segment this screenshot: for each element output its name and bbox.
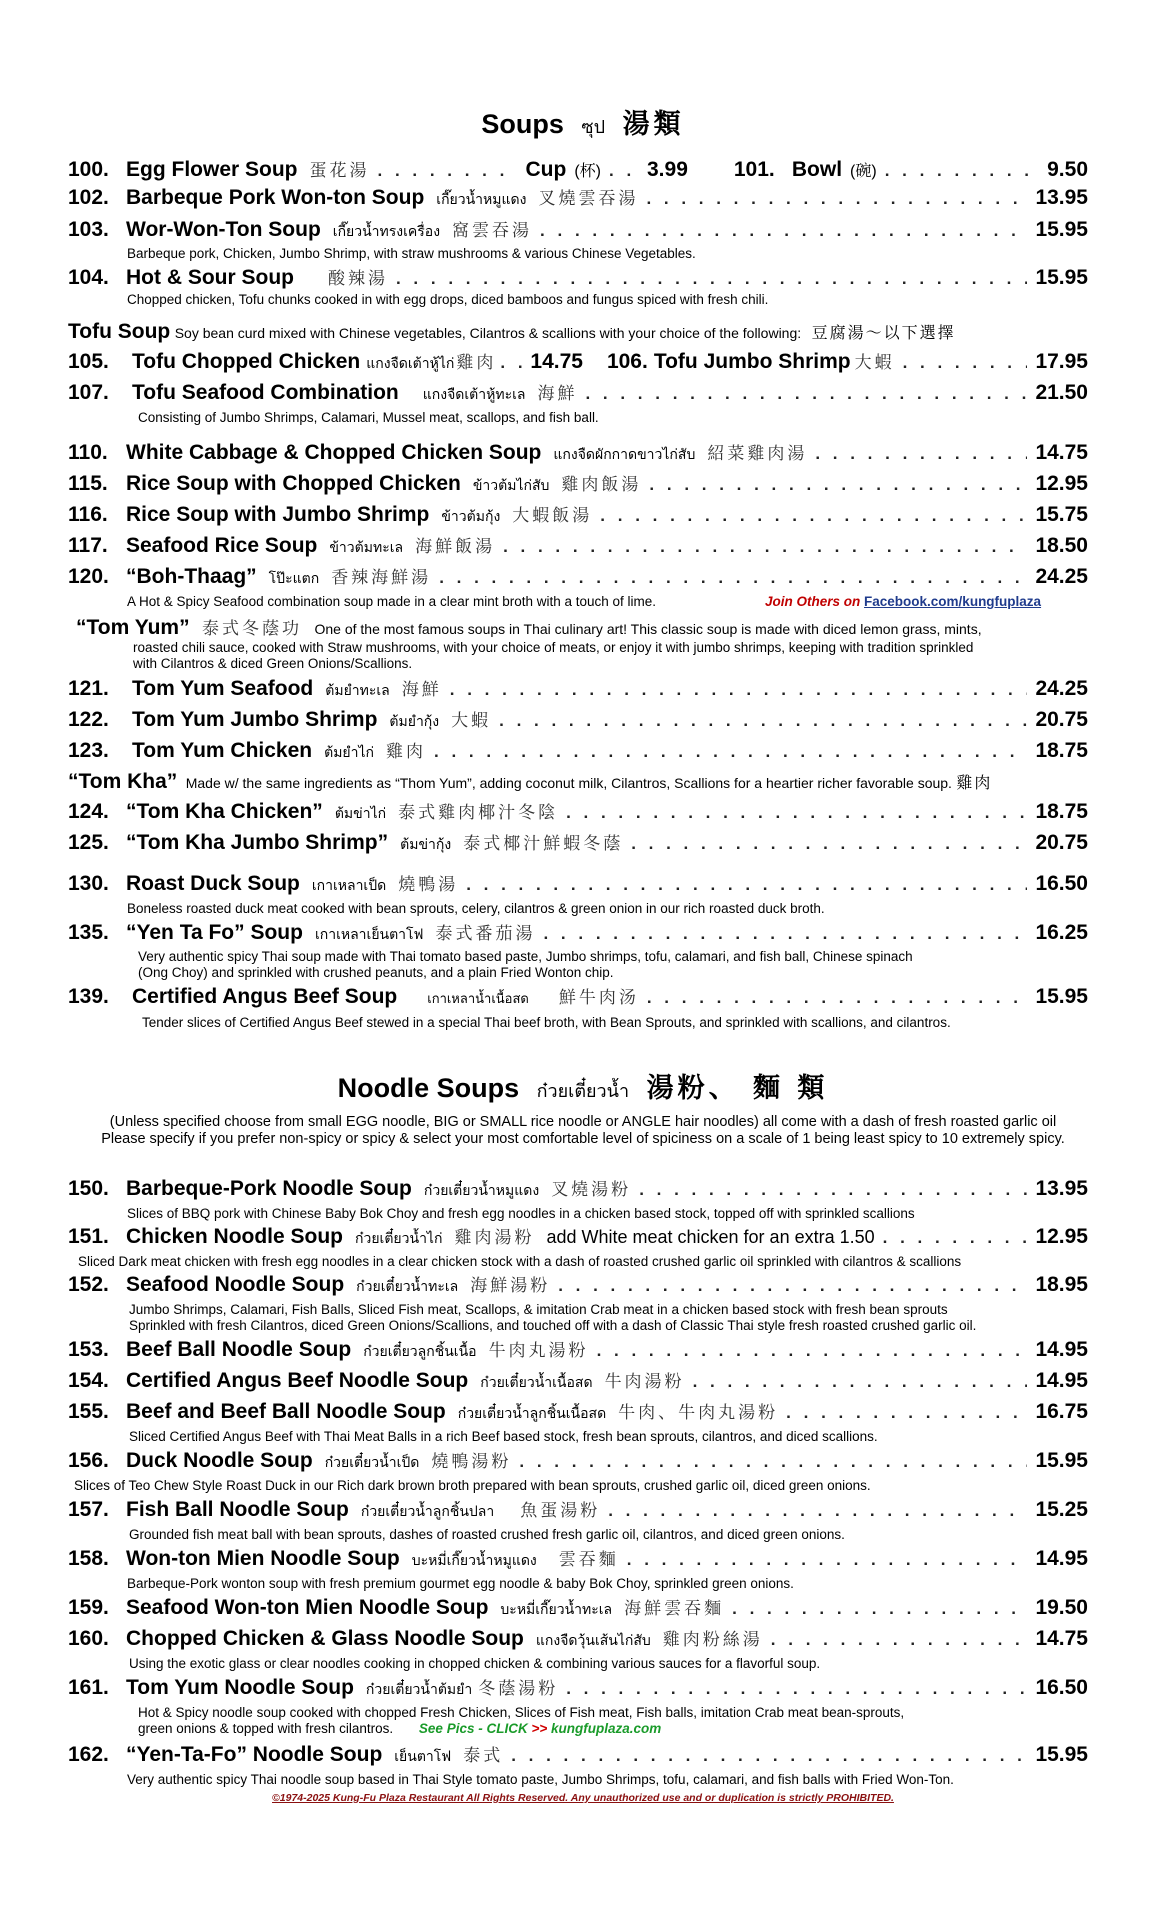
leader-dots bbox=[597, 1341, 1028, 1361]
item-description: Tender slices of Certified Angus Beef stewed in a special Thai beef broth, with Bean Sprouts, and sprinkled with scallions, and cilantros. bbox=[142, 1015, 951, 1030]
item-price: 18.75 bbox=[1035, 800, 1088, 823]
item-name: Tom Yum Seafood bbox=[132, 677, 314, 700]
item-price: 15.95 bbox=[1035, 1449, 1088, 1472]
item-name: Barbeque Pork Won-ton Soup bbox=[126, 186, 425, 209]
item-price: 15.95 bbox=[1035, 1743, 1088, 1766]
item-description: Barbeque-Pork wonton soup with fresh premium gourmet egg noodle & baby Bok Choy, sprinkled green onions. bbox=[127, 1576, 794, 1591]
item-number: 130. bbox=[68, 872, 109, 895]
item-thai: ก๋วยเตี๋ยวน้ำเป็ด bbox=[324, 1454, 420, 1470]
item-thai: ข้าวต้มกุ้ง bbox=[441, 508, 501, 524]
item-thai: แกงจืดวุ้นเส้นไก่สับ bbox=[535, 1632, 651, 1648]
menu-item-107 bbox=[68, 379, 1088, 407]
item-thai: ต้มข่ากุ้ง bbox=[400, 836, 452, 852]
item-number: 116. bbox=[68, 503, 108, 526]
bowl-price: 9.50 bbox=[1047, 158, 1088, 181]
leader-dots bbox=[693, 1372, 1028, 1392]
menu-item-162 bbox=[68, 1741, 1088, 1769]
item-number: 157. bbox=[68, 1498, 109, 1521]
item-description-line2 bbox=[138, 1721, 661, 1737]
item-price: 21.50 bbox=[1035, 381, 1088, 404]
leader-dots bbox=[786, 1403, 1027, 1423]
tom-kha-header bbox=[68, 770, 992, 794]
item-cjk: 窩雲吞湯 bbox=[452, 221, 533, 241]
leader-dots bbox=[883, 1228, 1028, 1248]
leader-dots bbox=[466, 875, 1027, 895]
menu-item-104 bbox=[68, 264, 1088, 292]
menu-item-157 bbox=[68, 1496, 1088, 1524]
facebook-promo bbox=[765, 594, 1041, 609]
item-description: Barbeque pork, Chicken, Jumbo Shrimp, with straw mushrooms & various Chinese Vegetables. bbox=[127, 246, 696, 261]
leader-dots bbox=[450, 680, 1028, 700]
facebook-link[interactable]: Facebook.com/kungfuplaza bbox=[864, 594, 1042, 609]
item-description: Boneless roasted duck meat cooked with bean sprouts, celery, cilantros & green onion in our rich roasted duck broth. bbox=[127, 901, 825, 916]
tom-kha-desc: Made w/ the same ingredients as “Thom Yum”, adding coconut milk, Cilantros, Scallions for a heartier richer favorable soup. bbox=[185, 775, 952, 791]
menu-item-139 bbox=[68, 983, 1088, 1011]
item-number: 160. bbox=[68, 1627, 109, 1650]
item-cjk: 雞肉飯湯 bbox=[561, 475, 642, 495]
menu-item-103 bbox=[68, 216, 1088, 244]
item-number: 107. bbox=[68, 381, 109, 404]
item-price: 19.50 bbox=[1035, 1596, 1088, 1619]
menu-item-150 bbox=[68, 1175, 1088, 1203]
item-description: Jumbo Shrimps, Calamari, Fish Balls, Sliced Fish meat, Scallops, & imitation Crab meat in a chicken based stock with fresh bean sprouts bbox=[129, 1302, 948, 1317]
item-thai: ต้มข่าไก่ bbox=[334, 805, 387, 821]
item-thai: ต้มยำไก่ bbox=[324, 744, 375, 760]
item-price: 15.95 bbox=[1035, 218, 1088, 241]
item-description: Consisting of Jumbo Shrimps, Calamari, Mussel meat, scallops, and fish ball. bbox=[138, 410, 599, 425]
menu-item-151 bbox=[68, 1223, 1088, 1251]
item-description-line2: Sprinkled with fresh Cilantros, diced Green Onions/Scallions, and touched off with a dash of Classic Thai style fresh roasted crushed garlic oil. bbox=[129, 1318, 977, 1333]
item-name: Duck Noodle Soup bbox=[126, 1449, 313, 1472]
item-thai: ต้มยำกุ้ง bbox=[389, 713, 440, 729]
item-price: 16.75 bbox=[1035, 1400, 1088, 1423]
item-name: Tofu Chopped Chicken bbox=[132, 350, 361, 373]
menu-item-159 bbox=[68, 1594, 1088, 1622]
leader-dots bbox=[439, 568, 1027, 588]
item-name: White Cabbage & Chopped Chicken Soup bbox=[126, 441, 542, 464]
leader-dots bbox=[627, 1550, 1028, 1570]
item-thai: ก๋วยเตี๋ยวน้ำทะเล bbox=[356, 1278, 459, 1294]
item-thai: ก๋วยเตี๋ยวน้ำไก่ bbox=[355, 1230, 443, 1246]
item-extra: add White meat chicken for an extra 1.50 bbox=[546, 1227, 875, 1247]
item-name: Egg Flower Soup bbox=[126, 158, 298, 181]
menu-item-120 bbox=[68, 563, 1088, 591]
item-number: 156. bbox=[68, 1449, 109, 1472]
item-thai: ก๋วยเตี๋ยวน้ำต้มยำ bbox=[365, 1681, 473, 1697]
leader-dots bbox=[511, 1746, 1027, 1766]
menu-item-158 bbox=[68, 1545, 1088, 1573]
item-number: 124. bbox=[68, 800, 109, 823]
item-name: Roast Duck Soup bbox=[126, 872, 300, 895]
leader-dots bbox=[585, 384, 1027, 404]
item-price: 14.75 bbox=[1035, 441, 1088, 464]
item-number: 122. bbox=[68, 708, 109, 731]
item-number: 100. bbox=[68, 158, 109, 181]
item-cjk: 蛋花湯 bbox=[309, 161, 370, 181]
item-name: Won-ton Mien Noodle Soup bbox=[126, 1547, 400, 1570]
item-thai: บะหมี่เกี๊ยวน้ำหมูแดง bbox=[411, 1552, 537, 1568]
join-text: Join Others on bbox=[765, 594, 861, 609]
item-cjk: 大蝦 bbox=[451, 711, 492, 731]
item-thai: เย็นตาโฟ bbox=[394, 1748, 452, 1764]
cup-price: 3.99 bbox=[647, 158, 688, 181]
item-cjk: 海鮮飯湯 bbox=[415, 537, 496, 557]
item-name: Hot & Sour Soup bbox=[126, 266, 294, 289]
item-cjk: 燒鴨湯 bbox=[398, 875, 459, 895]
item-price: 16.25 bbox=[1035, 921, 1088, 944]
item-name: Fish Ball Noodle Soup bbox=[126, 1498, 349, 1521]
item-description-text: green onions & topped with fresh cilantros. bbox=[138, 1721, 394, 1736]
item-price: 20.75 bbox=[1035, 708, 1088, 731]
leader-dots bbox=[649, 475, 1027, 495]
leader-dots bbox=[647, 988, 1028, 1008]
soups-title-cjk: 湯類 bbox=[622, 109, 685, 140]
item-description: Sliced Dark meat chicken with fresh egg noodles in a clear chicken stock with a dash of roasted crushed garlic oil sprinkled with cilantros & scallions bbox=[78, 1254, 962, 1269]
menu-item-124 bbox=[68, 798, 1088, 826]
copyright-notice: ©1974-2025 Kung-Fu Plaza Restaurant All Rights Reserved. Any unauthorized use and or duplication is strictly PROHIBITED. bbox=[272, 1792, 894, 1804]
item-price: 15.95 bbox=[1035, 266, 1088, 289]
item-name: Seafood Won-ton Mien Noodle Soup bbox=[126, 1596, 489, 1619]
item-name: Seafood Rice Soup bbox=[126, 534, 318, 557]
menu-item-154 bbox=[68, 1367, 1088, 1395]
item-price: 14.75 bbox=[530, 350, 583, 373]
item-price: 13.95 bbox=[1035, 1177, 1088, 1200]
bowl-label: Bowl bbox=[791, 158, 843, 181]
item-number: 162. bbox=[68, 1743, 109, 1766]
tom-kha-title: “Tom Kha” bbox=[68, 770, 178, 793]
item-cjk: 香辣海鮮湯 bbox=[331, 568, 432, 588]
item-thai: ข้าวต้มทะเล bbox=[329, 539, 404, 555]
bowl-cjk: (碗) bbox=[850, 163, 877, 180]
noodle-title-thai: ก๋วยเตี๋ยวน้ำ bbox=[536, 1081, 630, 1101]
item-number: 123. bbox=[68, 739, 109, 762]
leader-dots bbox=[646, 189, 1027, 209]
leader-dots bbox=[815, 444, 1027, 464]
noodle-intro-line1: (Unless specified choose from small EGG noodle, BIG or SMALL rice noodle or ANGLE hair noodles) all come with a dash of fresh roasted garlic oil bbox=[109, 1114, 1057, 1130]
item-name: Certified Angus Beef Noodle Soup bbox=[126, 1369, 469, 1392]
item-thai: ข้าวต้มไก่สับ bbox=[472, 477, 550, 493]
item-name: Chopped Chicken & Glass Noodle Soup bbox=[126, 1627, 524, 1650]
item-description: Hot & Spicy noodle soup cooked with chopped Fresh Chicken, Slices of Fish meat, Fish balls, imitation Crab meat bean-sprouts, bbox=[138, 1705, 905, 1720]
item-number: 159. bbox=[68, 1596, 109, 1619]
item-cjk: 燒鴨湯粉 bbox=[431, 1452, 512, 1472]
leader-dots bbox=[631, 834, 1027, 854]
item-cjk: 泰式番茄湯 bbox=[435, 924, 536, 944]
leader-dots bbox=[639, 1180, 1027, 1200]
item-number: 103. bbox=[68, 218, 109, 241]
item-price: 15.95 bbox=[1035, 985, 1088, 1008]
menu-item-105 bbox=[68, 348, 1088, 376]
tom-yum-desc-line2: roasted chili sauce, cooked with Straw mushrooms, with your choice of meats, or enjoy it with jumbo shrimps, keeping with tradition sprinkled bbox=[133, 640, 974, 655]
soups-title bbox=[0, 102, 1166, 141]
menu-item-115 bbox=[68, 470, 1088, 498]
item-thai: ก๋วยเตี๋ยวน้ำลูกชิ้นปลา bbox=[360, 1503, 495, 1519]
leader-dots bbox=[503, 537, 1027, 557]
item-price: 14.95 bbox=[1035, 1369, 1088, 1392]
item-thai: แกงจืดผักกาดขาวไก่สับ bbox=[553, 446, 696, 462]
item-number: 152. bbox=[68, 1273, 109, 1296]
item-number: 125. bbox=[68, 831, 109, 854]
item-cjk: 泰式椰汁鮮蝦冬蔭 bbox=[463, 834, 624, 854]
see-pics-label: See Pics - CLICK bbox=[418, 1721, 528, 1736]
item-name: Certified Angus Beef Soup bbox=[132, 985, 398, 1008]
tofu-cjk: 豆腐湯～以下選擇 bbox=[811, 323, 956, 342]
item-description: Sliced Certified Angus Beef with Thai Meat Balls in a rich Beef based stock, fresh bean sprouts, cilantros, and diced scallions. bbox=[129, 1429, 878, 1444]
noodle-soups-title bbox=[0, 1066, 1166, 1105]
item-price: 24.25 bbox=[1035, 565, 1088, 588]
item-cjk: 冬蔭湯粉 bbox=[478, 1679, 559, 1699]
item-price: 13.95 bbox=[1035, 186, 1088, 209]
item-cjk: 海鮮 bbox=[401, 680, 442, 700]
item-thai: เกี๊ยวน้ำทรงเครื่อง bbox=[332, 223, 441, 239]
menu-item-122 bbox=[68, 706, 1088, 734]
menu-item-100 bbox=[68, 156, 1088, 184]
tom-yum-header bbox=[76, 614, 982, 640]
leader-dots bbox=[566, 1679, 1027, 1699]
leader-dots bbox=[609, 161, 639, 181]
item-number: 161. bbox=[68, 1676, 109, 1699]
item-name: Seafood Noodle Soup bbox=[126, 1273, 345, 1296]
item-name: Beef and Beef Ball Noodle Soup bbox=[126, 1400, 446, 1423]
item-cjk: 紹菜雞肉湯 bbox=[707, 444, 808, 464]
item-number: 139. bbox=[68, 985, 109, 1008]
item-number: 155. bbox=[68, 1400, 109, 1423]
noodle-title-cjk: 湯粉、 麵 類 bbox=[646, 1073, 829, 1104]
item-price: 18.95 bbox=[1035, 1273, 1088, 1296]
menu-item-110 bbox=[68, 439, 1088, 467]
item-thai: บะหมี่เกี๊ยวน้ำทะเล bbox=[500, 1601, 613, 1617]
item-price: 12.95 bbox=[1035, 1225, 1088, 1248]
item-name: Beef Ball Noodle Soup bbox=[126, 1338, 352, 1361]
item-name: Barbeque-Pork Noodle Soup bbox=[126, 1177, 412, 1200]
item-thai: เกาเหลาเป็ด bbox=[311, 877, 387, 893]
item-cjk: 牛肉丸湯粉 bbox=[488, 1341, 589, 1361]
item-number: 115. bbox=[68, 472, 108, 495]
item-number: 104. bbox=[68, 266, 109, 289]
item-price: 15.25 bbox=[1035, 1498, 1088, 1521]
menu-item-130 bbox=[68, 870, 1088, 898]
item-cjk: 牛肉湯粉 bbox=[604, 1372, 685, 1392]
item-number: 121. bbox=[68, 677, 109, 700]
noodle-title-en: Noodle Soups bbox=[337, 1073, 520, 1103]
leader-dots bbox=[540, 221, 1027, 241]
item-number: 120. bbox=[68, 565, 109, 588]
item-description: A Hot & Spicy Seafood combination soup made in a clear mint broth with a touch of lime. bbox=[127, 594, 657, 609]
item-cjk: 鮮牛肉汤 bbox=[558, 988, 639, 1008]
item-cjk: 雲吞麵 bbox=[558, 1550, 619, 1570]
tofu-title: Tofu Soup bbox=[68, 320, 171, 343]
item-cjk: 泰式 bbox=[463, 1746, 504, 1766]
item-name: “Tom Kha Jumbo Shrimp” bbox=[126, 831, 389, 854]
item-thai: ก๋วยเตี๋ยวลูกชิ้นเนื้อ bbox=[363, 1343, 477, 1359]
item-description: Very authentic spicy Thai soup made with Thai tomato based paste, Jumbo shrimps, tofu, calamari, and fish ball, Chinese spinach bbox=[138, 949, 913, 964]
item-number: 106. bbox=[606, 350, 648, 373]
arrow-icon: >> bbox=[531, 1721, 548, 1736]
menu-item-117 bbox=[68, 532, 1088, 560]
item-cjk: 大蝦 bbox=[854, 353, 895, 373]
leader-dots bbox=[500, 353, 526, 373]
item-name: Rice Soup with Chopped Chicken bbox=[126, 472, 461, 495]
item-price: 14.75 bbox=[1035, 1627, 1088, 1650]
tom-kha-cjk: 雞肉 bbox=[956, 773, 993, 792]
leader-dots bbox=[434, 742, 1027, 762]
item-cjk: 雞肉湯粉 bbox=[454, 1228, 535, 1248]
item-number: 105. bbox=[68, 350, 109, 373]
menu-item-116 bbox=[68, 501, 1088, 529]
leader-dots bbox=[396, 269, 1027, 289]
menu-item-155 bbox=[68, 1398, 1088, 1426]
item-name: Tom Yum Noodle Soup bbox=[126, 1676, 354, 1699]
menu-item-152 bbox=[68, 1271, 1088, 1299]
item-number: 150. bbox=[68, 1177, 109, 1200]
leader-dots bbox=[732, 1599, 1027, 1619]
site-link: kungfuplaza.com bbox=[551, 1721, 662, 1736]
item-cjk: 海鮮 bbox=[537, 384, 578, 404]
tom-yum-desc-line3: with Cilantros & diced Green Onions/Scallions. bbox=[133, 656, 413, 671]
item-thai: ก๋วยเตี๋ยวน้ำหมูแดง bbox=[423, 1182, 540, 1198]
item-price: 24.25 bbox=[1035, 677, 1088, 700]
item-cjk: 酸辣湯 bbox=[327, 269, 388, 289]
item-description-line2: (Ong Choy) and sprinkled with crushed peanuts, and a plain Fried Wonton chip. bbox=[138, 965, 614, 980]
tom-yum-desc: One of the most famous soups in Thai culinary art! This classic soup is made with diced lemon grass, mints, bbox=[314, 621, 982, 637]
item-cjk: 雞肉粉絲湯 bbox=[662, 1630, 763, 1650]
leader-dots bbox=[499, 711, 1027, 731]
tom-yum-title: “Tom Yum” bbox=[76, 616, 190, 639]
item-cjk: 叉燒雲吞湯 bbox=[538, 189, 639, 209]
item-number: 102. bbox=[68, 186, 109, 209]
item-thai: ก๋วยเตี๋ยวน้ำเนื้อสด bbox=[480, 1374, 593, 1390]
item-number: 117. bbox=[68, 534, 108, 557]
leader-dots bbox=[543, 924, 1027, 944]
bowl-number: 101. bbox=[733, 158, 775, 181]
item-description: Chopped chicken, Tofu chunks cooked in with egg drops, diced bamboos and fungus spiced with fresh chili. bbox=[127, 292, 769, 307]
menu-item-153 bbox=[68, 1336, 1088, 1364]
item-description: Using the exotic glass or clear noodles cooking in chopped chicken & combining various sauces for a flavorful soup. bbox=[129, 1656, 821, 1671]
cup-label: Cup bbox=[525, 158, 567, 181]
item-description: Slices of Teo Chew Style Roast Duck in our Rich dark brown broth prepared with bean sprouts, crushed garlic oil, diced green onions. bbox=[74, 1478, 871, 1493]
noodle-intro-line2: Please specify if you prefer non-spicy or spicy & select your most comfortable level of spiciness on a scale of 1 being least spicy to 10 extremely spicy. bbox=[101, 1131, 1065, 1147]
item-price: 17.95 bbox=[1035, 350, 1088, 373]
item-thai: เกาเหลาน้ำเนื้อสด bbox=[427, 991, 529, 1006]
menu-item-160 bbox=[68, 1625, 1088, 1653]
menu-item-102 bbox=[68, 184, 1088, 212]
item-name: Tofu Jumbo Shrimp bbox=[653, 350, 851, 373]
item-name: Chicken Noodle Soup bbox=[126, 1225, 344, 1248]
item-number: 154. bbox=[68, 1369, 109, 1392]
leader-dots bbox=[600, 506, 1027, 526]
tofu-description: Soy bean curd mixed with Chinese vegetables, Cilantros & scallions with your choice of the following: bbox=[174, 325, 802, 341]
item-number: 135. bbox=[68, 921, 109, 944]
tofu-soup-header bbox=[68, 320, 1088, 344]
cup-cjk: (杯) bbox=[574, 163, 601, 180]
item-thai: เกี๊ยวน้ำหมูแดง bbox=[436, 191, 527, 207]
item-price: 18.75 bbox=[1035, 739, 1088, 762]
item-thai: ต้มยำทะเล bbox=[325, 682, 390, 698]
item-price: 20.75 bbox=[1035, 831, 1088, 854]
item-number: 110. bbox=[68, 441, 108, 464]
leader-dots bbox=[903, 353, 1028, 373]
item-cjk: 大蝦飯湯 bbox=[512, 506, 593, 526]
item-number: 158. bbox=[68, 1547, 109, 1570]
soups-title-en: Soups bbox=[481, 109, 564, 139]
menu-item-135 bbox=[68, 919, 1088, 947]
leader-dots bbox=[566, 803, 1027, 823]
item-price: 18.50 bbox=[1035, 534, 1088, 557]
see-pics-link[interactable] bbox=[419, 1721, 661, 1736]
item-name: Tom Yum Jumbo Shrimp bbox=[132, 708, 378, 731]
item-price: 15.75 bbox=[1035, 503, 1088, 526]
item-thai: แกงจืดเต้าหู้ไก่ bbox=[366, 355, 455, 371]
menu-item-156 bbox=[68, 1447, 1088, 1475]
item-name: Tofu Seafood Combination bbox=[132, 381, 399, 404]
item-description: Slices of BBQ pork with Chinese Baby Bok Choy and fresh egg noodles in a chicken based stock, topped off with sprinkled scallions bbox=[127, 1206, 915, 1221]
item-cjk: 雞肉 bbox=[386, 742, 427, 762]
item-name: Tom Yum Chicken bbox=[132, 739, 313, 762]
item-number: 153. bbox=[68, 1338, 109, 1361]
item-cjk: 雞肉 bbox=[456, 353, 497, 373]
item-cjk: 海鮮湯粉 bbox=[470, 1276, 551, 1296]
menu-item-123 bbox=[68, 737, 1088, 765]
item-name: “Yen-Ta-Fo” Noodle Soup bbox=[126, 1743, 383, 1766]
item-price: 14.95 bbox=[1035, 1547, 1088, 1570]
item-description: Very authentic spicy Thai noodle soup based in Thai Style tomato paste, Jumbo Shrimps, tofu, calamari, and fish balls with Fried Won-Ton. bbox=[127, 1772, 954, 1787]
menu-item-125 bbox=[68, 829, 1088, 857]
tom-yum-cjk: 泰式冬蔭功 bbox=[202, 619, 303, 639]
leader-dots bbox=[558, 1276, 1027, 1296]
item-cjk: 叉燒湯粉 bbox=[551, 1180, 632, 1200]
leader-dots bbox=[885, 161, 1039, 181]
item-description: Grounded fish meat ball with bean sprouts, dashes of roasted crushed fresh garlic oil, cilantros, and diced green onions. bbox=[129, 1527, 845, 1542]
leader-dots bbox=[771, 1630, 1028, 1650]
item-name: “Boh-Thaag” bbox=[126, 565, 257, 588]
leader-dots bbox=[608, 1501, 1027, 1521]
leader-dots bbox=[519, 1452, 1027, 1472]
item-thai: โป๊ะแตก bbox=[268, 570, 320, 586]
item-cjk: 牛肉、牛肉丸湯粉 bbox=[618, 1403, 779, 1423]
menu-item-121 bbox=[68, 675, 1088, 703]
item-price: 16.50 bbox=[1035, 1676, 1088, 1699]
item-name: “Tom Kha Chicken” bbox=[126, 800, 323, 823]
leader-dots bbox=[378, 161, 518, 181]
item-thai: แกงจืดเต้าหู้ทะเล bbox=[422, 386, 526, 402]
item-price: 14.95 bbox=[1035, 1338, 1088, 1361]
item-price: 12.95 bbox=[1035, 472, 1088, 495]
item-name: Wor-Won-Ton Soup bbox=[126, 218, 321, 241]
item-cjk: 泰式雞肉椰汁冬陰 bbox=[398, 803, 559, 823]
item-name: “Yen Ta Fo” Soup bbox=[126, 921, 303, 944]
item-name: Rice Soup with Jumbo Shrimp bbox=[126, 503, 430, 526]
item-thai: เกาเหลาเย็นตาโฟ bbox=[314, 926, 424, 942]
soups-title-thai: ซุป bbox=[581, 117, 606, 137]
item-cjk: 海鮮雲吞麵 bbox=[624, 1599, 725, 1619]
item-number: 151. bbox=[68, 1225, 109, 1248]
item-cjk: 魚蛋湯粉 bbox=[520, 1501, 601, 1521]
item-price: 16.50 bbox=[1035, 872, 1088, 895]
item-thai: ก๋วยเตี๋ยวน้ำลูกชิ้นเนื้อสด bbox=[457, 1405, 607, 1421]
menu-item-161 bbox=[68, 1674, 1088, 1702]
